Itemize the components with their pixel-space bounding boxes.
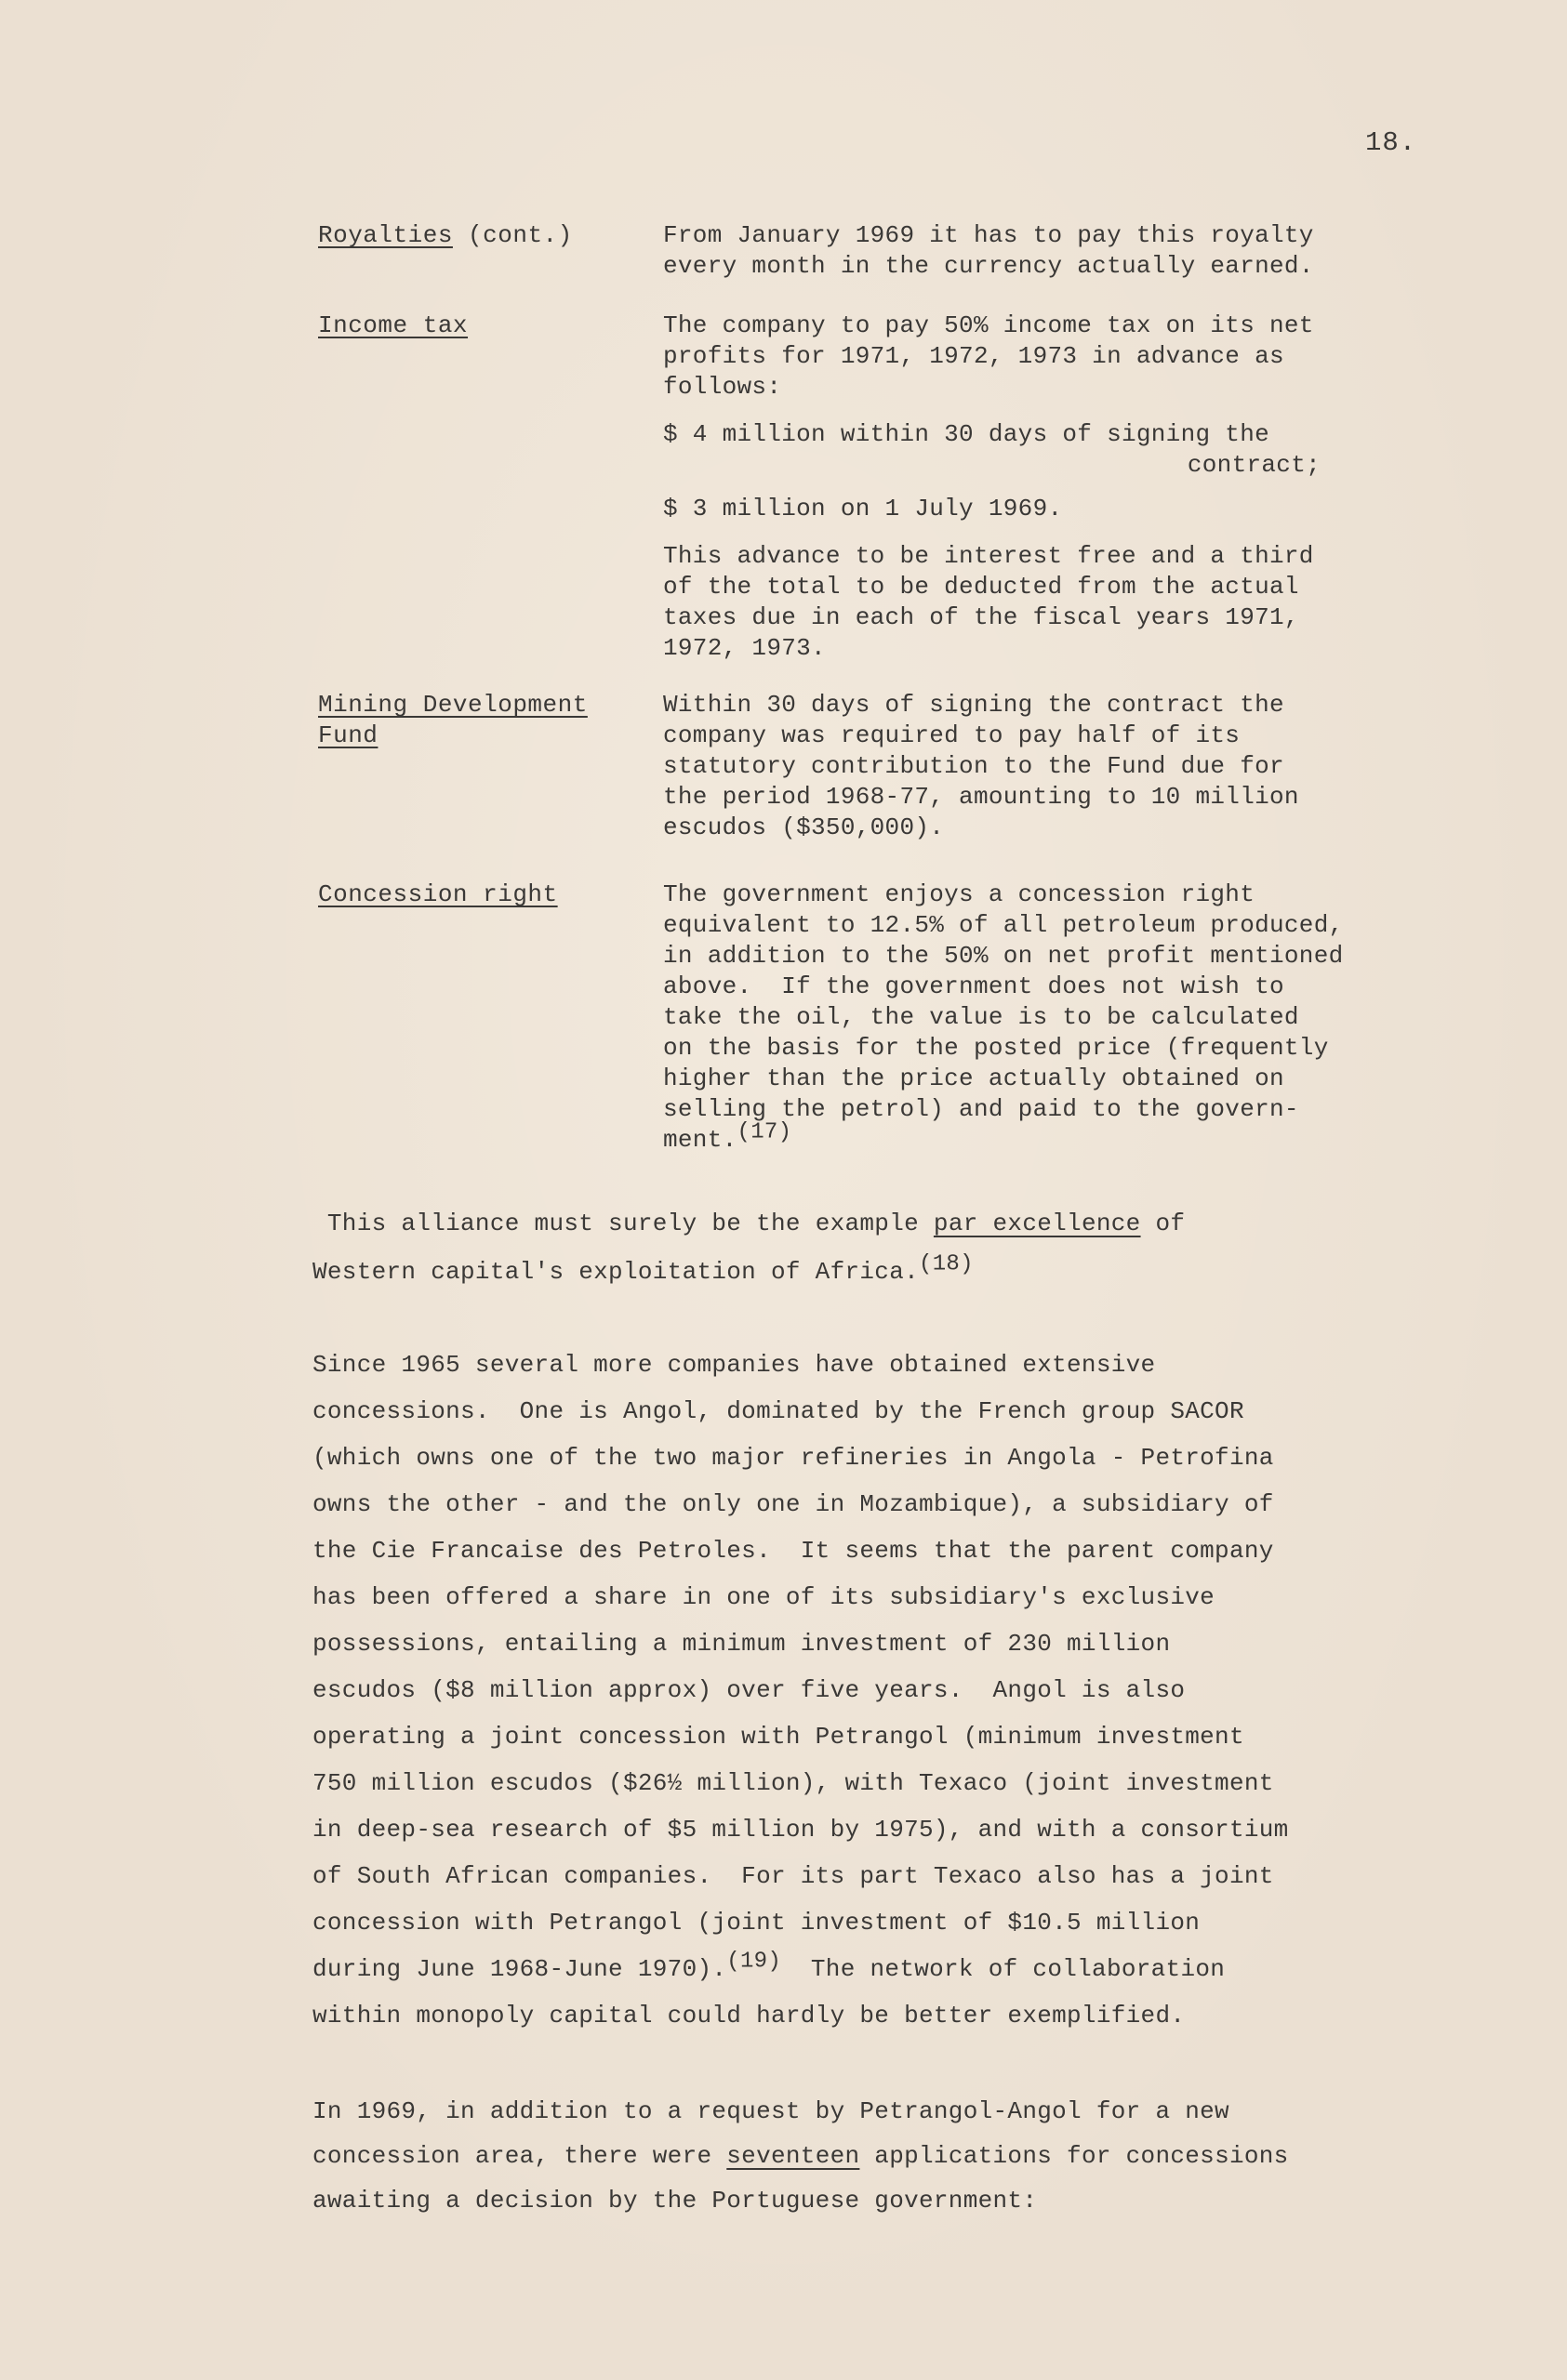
paragraph — [312, 1199, 1428, 1296]
paragraph: From January 1969 it has to pay this royalty every month in the currency actually earned. — [663, 221, 1314, 280]
paragraph — [312, 2089, 1428, 2223]
paragraph: This advance to be interest free and a third of the total to be deducted from the actual taxes due in each of the fiscal years 1971, 1972, 1973. — [663, 542, 1314, 662]
footnote-ref: (19) — [726, 1949, 782, 1975]
paragraph: $ 3 million on 1 July 1969. — [663, 495, 1063, 522]
footnote-ref: (17) — [737, 1119, 792, 1145]
section-body — [663, 220, 1435, 298]
section-label — [318, 311, 625, 341]
paragraph-text: In 1969, in addition to a request by Petrangol-Angol for a new concession area, there were — [312, 2097, 1229, 2170]
section-body — [663, 879, 1435, 1156]
paragraph-text: The government enjoys a concession right equivalent to 12.5% of all petroleum produced, in addition to the 50% on net profit mentioned above. If the government does not wish to take the oil, the value is to be calculated on the basis for the posted price (frequently higher than the price actually obtained on selling the petrol) and paid to the govern- ment. — [663, 880, 1344, 1154]
paragraph-text: Since 1965 several more companies have obtained extensive concessions. One is Angol, dominated by the French group SACOR (which owns one of the two major refineries in Angola - Petrofina owns the other - and the only one in Mozambique), a subsidiary of the Cie Francaise des Petroles. It seems that the parent company has been offered a share in one of its subsidiary's exclusive possessions, entailing a minimum investment of 230 million escudos ($8 million approx) over five years. Angol is also operating a joint concession with Petrangol (minimum investment 750 million escudos ($26½ million), with Texaco (joint investment in deep-sea research of $5 million by 1975), and with a consortium of South African companies. For its part Texaco also has a joint concession with Petrangol (joint investment of $10.5 million during June 1968-June 1970). — [312, 1351, 1289, 1983]
paragraph-text: applications for concessions awaiting a decision by the Portuguese government: — [312, 2142, 1289, 2215]
paragraph-alliance — [312, 1199, 1428, 1296]
section-label-text: Mining Development Fund — [318, 691, 588, 749]
paragraph-1969 — [312, 2089, 1428, 2223]
paragraph — [312, 1342, 1428, 2039]
paragraph: The company to pay 50% income tax on its net profits for 1971, 1972, 1973 in advance as follows: — [663, 311, 1314, 401]
paragraph-text: This alliance must surely be the example — [312, 1210, 934, 1237]
page-number: 18. — [1365, 127, 1417, 158]
paragraph — [663, 879, 1435, 1156]
section-label — [318, 879, 625, 910]
footnote-ref: (18) — [919, 1251, 974, 1277]
section-body — [663, 690, 1435, 860]
paragraph-text: of Western capital's exploitation of Africa. — [312, 1210, 1186, 1286]
paragraph: Within 30 days of signing the contract the company was required to pay half of its statutory contribution to the Fund due for the period 1968-77, amounting to 10 million escudos ($350,000). — [663, 691, 1299, 841]
paragraph-companies — [312, 1342, 1428, 2039]
section-label-suffix: (cont.) — [452, 221, 573, 249]
section-label — [318, 220, 625, 251]
section-body — [663, 311, 1435, 681]
emphasis-text: seventeen — [726, 2142, 860, 2170]
paragraph: $ 4 million within 30 days of signing the — [663, 420, 1270, 448]
section-label — [318, 690, 625, 751]
emphasis-text: par excellence — [933, 1210, 1141, 1237]
section-label-text: Concession right — [318, 880, 558, 908]
paragraph: contract; — [1187, 451, 1321, 479]
section-label-text: Income tax — [318, 311, 469, 339]
section-label-text: Royalties — [318, 221, 453, 249]
paragraph-text: The network of collaboration within monopoly capital could hardly be better exemplified. — [312, 1955, 1226, 2030]
